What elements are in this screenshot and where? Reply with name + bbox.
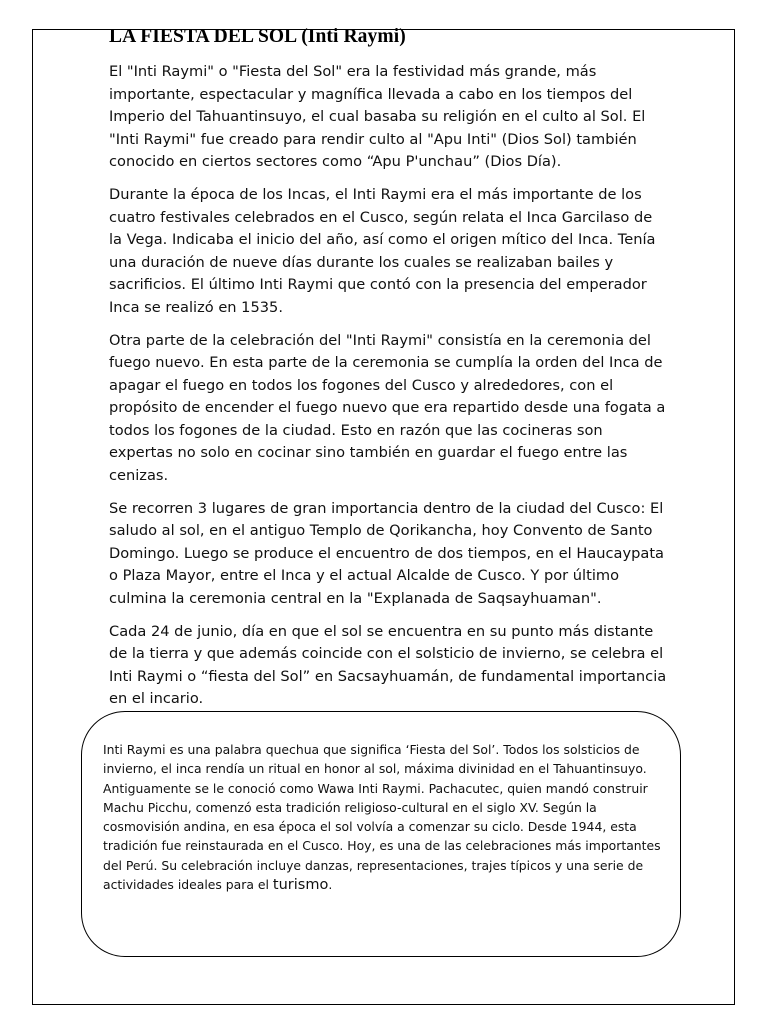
paragraph: Durante la época de los Incas, el Inti Raymi era el más importante de los cuatro festivales celebrados en el Cusco, según relata el Inca Garcilaso de la Vega. Indicaba el inicio del año, así como el origen mítico del Inca. Tenía una duración de nueve días durante los cuales se realizaban bailes y sacrificios. El último Inti Raymi que contó con la presencia del emperador Inca se realizó en 1535. xyxy=(109,186,656,316)
paragraph: Otra parte de la celebración del "Inti Raymi" consistía en la ceremonia del fuego nuevo. En esta parte de la ceremonia se cumplía la orden del Inca de apagar el fuego en todos los fogones del Cusco y alrededores, con el propósito de encender el fuego nuevo que era repartido desde una fogata a todos los fogones de la ciudad. Esto en razón que las cocineras son expertas no solo en cocinar sino también en guardar el fuego entre las cenizas. xyxy=(109,331,666,484)
paragraph: Se recorren 3 lugares de gran importancia dentro de la ciudad del Cusco: El saludo al sol, en el antiguo Templo de Qorikancha, hoy Convento de Santo Domingo. Luego se produce el encuentro de dos tiempos, en el Haucaypata o Plaza Mayor, entre el Inca y el actual Alcalde de Cusco. Y por último culmina la ceremonia central en la "Explanada de Saqsayhuaman". xyxy=(109,499,664,607)
document-title: LA FIESTA DEL SOL (Inti Raymi) xyxy=(109,26,406,47)
note-end-mark: . xyxy=(328,877,333,893)
paragraph: Cada 24 de junio, día en que el sol se encuentra en su punto más distante de la tierra y que además coincide con el solsticio de invierno, se celebra el Inti Raymi o “fiesta del Sol” en Sacsayhuamán, de fundamental importancia en el incario. xyxy=(109,622,667,707)
note-body: Inti Raymi es una palabra quechua que significa ‘Fiesta del Sol’. Todos los solsticios de invierno, el inca rendía un ritual en honor al sol, máxima divinidad en el Tahuantinsuyo. Antiguamente se le conoció como Wawa Inti Raymi. Pachacutec, quien mandó construir Machu Picchu, comenzó esta tradición religioso-cultural en el siglo XV. Según la cosmovisión andina, en esa época el sol volvía a comenzar su ciclo. Desde 1944, esta tradición fue reinstaurada en el Cusco. Hoy, es una de las celebraciones más importantes del Perú. Su celebración incluye danzas, representaciones, trajes típicos y una serie de actividades ideales para el xyxy=(103,742,661,893)
document-body xyxy=(109,61,669,721)
paragraph: El "Inti Raymi" o "Fiesta del Sol" era la festividad más grande, más importante, espectacular y magnífica llevada a cabo en los tiempos del Imperio del Tahuantinsuyo, el cual basaba su religión en el culto al Sol. El "Inti Raymi" fue creado para rendir culto al "Apu Inti" (Dios Sol) también conocido en ciertos sectores como “Apu P'unchau” (Dios Día). xyxy=(109,63,646,170)
note-last-word: turismo xyxy=(272,877,329,894)
note-text xyxy=(103,740,663,895)
